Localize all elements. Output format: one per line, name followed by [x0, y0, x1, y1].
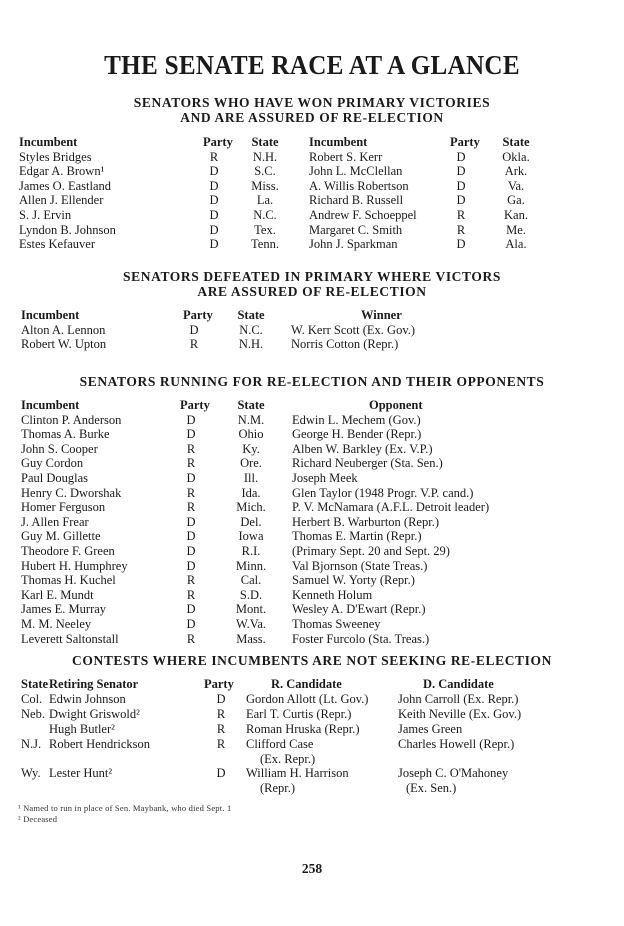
table-cell: Ore.	[240, 456, 262, 471]
column-header: Incumbent	[19, 135, 78, 149]
table-cell: A. Willis Robertson	[309, 178, 409, 193]
column-header: Winner	[361, 308, 402, 322]
table-cell: R.I.	[241, 544, 261, 558]
table-cell: Del.	[240, 514, 262, 529]
table-cell: Edgar A. Brown¹	[19, 164, 105, 179]
table-cell: Thomas A. Burke	[21, 427, 110, 442]
table-cell: D	[456, 164, 466, 179]
table-cell: N.H.	[252, 149, 278, 164]
section4-heading: CONTESTS WHERE INCUMBENTS ARE NOT SEEKING RE-ELECTION	[72, 653, 552, 668]
table-cell: (Ex. Sen.)	[406, 781, 457, 796]
table-cell: (Ex. Repr.)	[260, 751, 316, 766]
table-cell: Kan.	[504, 208, 528, 222]
column-header: Party	[180, 398, 210, 412]
table-cell: Thomas Sweeney	[292, 617, 381, 631]
table-cell: Margaret C. Smith	[309, 222, 403, 237]
table-cell: Ala.	[505, 237, 527, 252]
table-cell: Wesley A. D'Ewart (Repr.)	[292, 602, 426, 617]
table-cell: Ohio	[238, 427, 264, 442]
table-cell: Richard Neuberger (Sta. Sen.)	[292, 456, 443, 471]
table-cell: Henry C. Dworshak	[21, 485, 122, 500]
table-cell: Robert Hendrickson	[49, 736, 151, 751]
table-cell: Keith Neville (Ex. Gov.)	[398, 706, 522, 721]
column-header: State	[502, 135, 530, 149]
table-cell: R	[216, 736, 226, 751]
column-header: R. Candidate	[271, 677, 342, 691]
table-cell: Tex.	[254, 222, 276, 237]
table-cell: George H. Bender (Repr.)	[292, 427, 422, 442]
table-cell: D	[186, 471, 196, 485]
footnote-2: ² Deceased	[18, 814, 58, 824]
table-cell: Thomas E. Martin (Repr.)	[292, 529, 422, 544]
table-cell: Lyndon B. Johnson	[19, 222, 116, 237]
column-header: Party	[450, 135, 480, 149]
column-header: Opponent	[369, 398, 423, 412]
table-cell: Joseph C. O'Mahoney	[398, 766, 509, 781]
page-number: 258	[301, 861, 323, 876]
table-cell: R	[186, 500, 196, 515]
table-cell: William H. Harrison	[246, 766, 349, 781]
section2-heading-line1: SENATORS DEFEATED IN PRIMARY WHERE VICTORS	[123, 269, 501, 284]
table-cell: Paul Douglas	[21, 471, 89, 485]
column-header: Party	[183, 308, 213, 322]
table-cell: D	[186, 529, 196, 544]
table-cell: Neb.	[21, 706, 45, 721]
table-cell: R	[216, 721, 226, 736]
table-cell: Allen J. Ellender	[19, 193, 104, 208]
table-cell: Ark.	[504, 164, 528, 179]
table-cell: Mont.	[235, 602, 267, 617]
table-cell: Earl T. Curtis (Repr.)	[246, 706, 352, 721]
table-cell: D	[456, 193, 466, 208]
column-header: Retiring Senator	[49, 677, 139, 691]
footnote-1: ¹ Named to run in place of Sen. Maybank, who died Sept. 1	[18, 803, 232, 813]
table-cell: John J. Sparkman	[309, 237, 398, 252]
table-cell: La.	[256, 193, 274, 208]
table-cell: N.H.	[238, 337, 264, 352]
column-header: Party	[204, 677, 234, 691]
table-cell: Norris Cotton (Repr.)	[291, 337, 399, 352]
table-cell: Val Bjornson (State Treas.)	[292, 558, 428, 573]
table-cell: Hugh Butler²	[49, 721, 115, 736]
table-cell: Glen Taylor (1948 Progr. V.P. cand.)	[292, 485, 474, 500]
column-header: Incumbent	[21, 308, 80, 322]
table-cell: Ky.	[242, 441, 260, 456]
table-cell: Karl E. Mundt	[21, 587, 94, 602]
column-header: State	[237, 398, 265, 412]
section2-heading-line2: ARE ASSURED OF RE-ELECTION	[197, 284, 427, 299]
table-cell: P. V. McNamara (A.F.L. Detroit leader)	[292, 500, 490, 515]
table-cell: Richard B. Russell	[309, 193, 404, 208]
table-cell: D	[216, 691, 226, 706]
section1-heading-line1: SENATORS WHO HAVE WON PRIMARY VICTORIES	[133, 95, 491, 110]
column-header: State	[251, 135, 279, 149]
table-cell: R	[186, 631, 196, 646]
table-cell: D	[186, 427, 196, 442]
table-cell: Clifford Case	[246, 736, 314, 751]
table-cell: Cal.	[240, 573, 262, 588]
table-cell: Clinton P. Anderson	[21, 412, 122, 427]
table-cell: R	[456, 208, 466, 222]
table-cell: R	[186, 573, 196, 588]
table-cell: J. Allen Frear	[21, 514, 89, 529]
table-cell: Joseph Meek	[292, 471, 358, 485]
table-cell: S.D.	[239, 587, 263, 602]
table-cell: N.J.	[21, 736, 42, 751]
table-cell: Estes Kefauver	[19, 237, 96, 252]
table-cell: R	[186, 587, 196, 602]
table-cell: D	[186, 514, 196, 529]
table-cell: Edwin Johnson	[49, 691, 126, 706]
table-cell: D	[209, 193, 219, 208]
table-cell: Okla.	[502, 149, 530, 164]
table-cell: Roman Hruska (Repr.)	[246, 721, 360, 736]
table-cell: Edwin L. Mechem (Gov.)	[292, 412, 421, 427]
column-header: D. Candidate	[423, 677, 494, 691]
table-cell: Styles Bridges	[19, 149, 92, 164]
table-cell: Minn.	[235, 558, 267, 573]
table-cell: R	[186, 441, 196, 456]
table-cell: Herbert B. Warburton (Repr.)	[292, 514, 439, 529]
table-cell: R	[189, 337, 199, 352]
table-cell: D	[209, 178, 219, 193]
table-cell: N.C.	[239, 322, 263, 337]
table-cell: Gordon Allott (Lt. Gov.)	[246, 691, 369, 706]
table-cell: Va.	[507, 178, 525, 193]
table-cell: W. Kerr Scott (Ex. Gov.)	[291, 322, 416, 337]
table-cell: John S. Cooper	[21, 441, 98, 456]
table-cell: Col.	[21, 691, 43, 706]
table-cell: Samuel W. Yorty (Repr.)	[292, 573, 415, 588]
table-cell: D	[186, 412, 196, 427]
table-cell: S.C.	[254, 164, 276, 179]
table-cell: Andrew F. Schoeppel	[309, 208, 417, 222]
table-cell: D	[216, 766, 226, 781]
table-cell: James O. Eastland	[19, 178, 111, 193]
table-cell: D	[209, 222, 219, 237]
table-cell: Robert W. Upton	[21, 337, 107, 352]
table-cell: D	[186, 544, 196, 558]
table-cell: D	[209, 164, 219, 179]
column-header: State	[237, 308, 265, 322]
table-cell: D	[209, 237, 219, 252]
table-cell: Ida.	[241, 485, 261, 500]
table-cell: D	[456, 237, 466, 252]
table-cell: (Primary Sept. 20 and Sept. 29)	[292, 544, 450, 558]
table-cell: D	[186, 617, 196, 631]
table-cell: John Carroll (Ex. Repr.)	[398, 691, 519, 706]
table-cell: Dwight Griswold²	[49, 706, 140, 721]
column-header: Party	[203, 135, 233, 149]
table-cell: Ga.	[507, 193, 525, 208]
table-cell: Charles Howell (Repr.)	[398, 736, 515, 751]
table-cell: Foster Furcolo (Sta. Treas.)	[292, 631, 430, 646]
table-cell: Tenn.	[251, 237, 279, 252]
table-cell: Homer Ferguson	[21, 500, 106, 515]
table-cell: W.Va.	[235, 617, 267, 631]
table-cell: Iowa	[238, 529, 264, 544]
table-cell: Wy.	[21, 766, 41, 781]
table-cell: M. M. Neeley	[21, 617, 92, 631]
table-cell: N.M.	[237, 412, 265, 427]
table-cell: R	[186, 485, 196, 500]
table-cell: Miss.	[251, 178, 279, 193]
table-cell: James E. Murray	[21, 602, 107, 617]
table-cell: D	[186, 602, 196, 617]
table-cell: Guy Cordon	[21, 456, 84, 471]
table-cell: Ill.	[243, 471, 259, 485]
column-header: Incumbent	[309, 135, 368, 149]
table-cell: N.C.	[253, 208, 277, 222]
table-cell: Alben W. Barkley (Ex. V.P.)	[292, 441, 433, 456]
table-cell: R	[186, 456, 196, 471]
table-cell: Thomas H. Kuchel	[21, 573, 116, 588]
table-cell: R	[456, 222, 466, 237]
page-title: THE SENATE RACE AT A GLANCE	[104, 50, 520, 80]
section1-heading-line2: AND ARE ASSURED OF RE-ELECTION	[180, 110, 444, 125]
table-cell: Kenneth Holum	[292, 587, 373, 602]
table-cell: Mass.	[236, 631, 266, 646]
table-cell: Mich.	[236, 500, 266, 515]
table-cell: D	[186, 558, 196, 573]
table-cell: Theodore F. Green	[21, 544, 115, 558]
table-cell: R	[209, 149, 219, 164]
table-cell: (Repr.)	[260, 781, 296, 796]
table-cell: John L. McClellan	[309, 164, 403, 179]
table-cell: Alton A. Lennon	[21, 322, 106, 337]
section3-heading: SENATORS RUNNING FOR RE-ELECTION AND THEIR OPPONENTS	[79, 374, 545, 389]
table-cell: D	[209, 208, 219, 222]
table-cell: D	[456, 178, 466, 193]
table-cell: Guy M. Gillette	[21, 529, 101, 544]
table-cell: Leverett Saltonstall	[21, 631, 119, 646]
column-header: Incumbent	[21, 398, 80, 412]
column-header: State	[21, 677, 49, 691]
table-cell: D	[456, 149, 466, 164]
table-cell: Lester Hunt²	[49, 766, 113, 781]
table-cell: James Green	[398, 721, 463, 736]
table-cell: Hubert H. Humphrey	[21, 558, 128, 573]
table-cell: S. J. Ervin	[19, 208, 72, 222]
table-cell: R	[216, 706, 226, 721]
table-cell: D	[189, 322, 199, 337]
table-cell: Robert S. Kerr	[309, 149, 383, 164]
table-cell: Me.	[506, 222, 526, 237]
